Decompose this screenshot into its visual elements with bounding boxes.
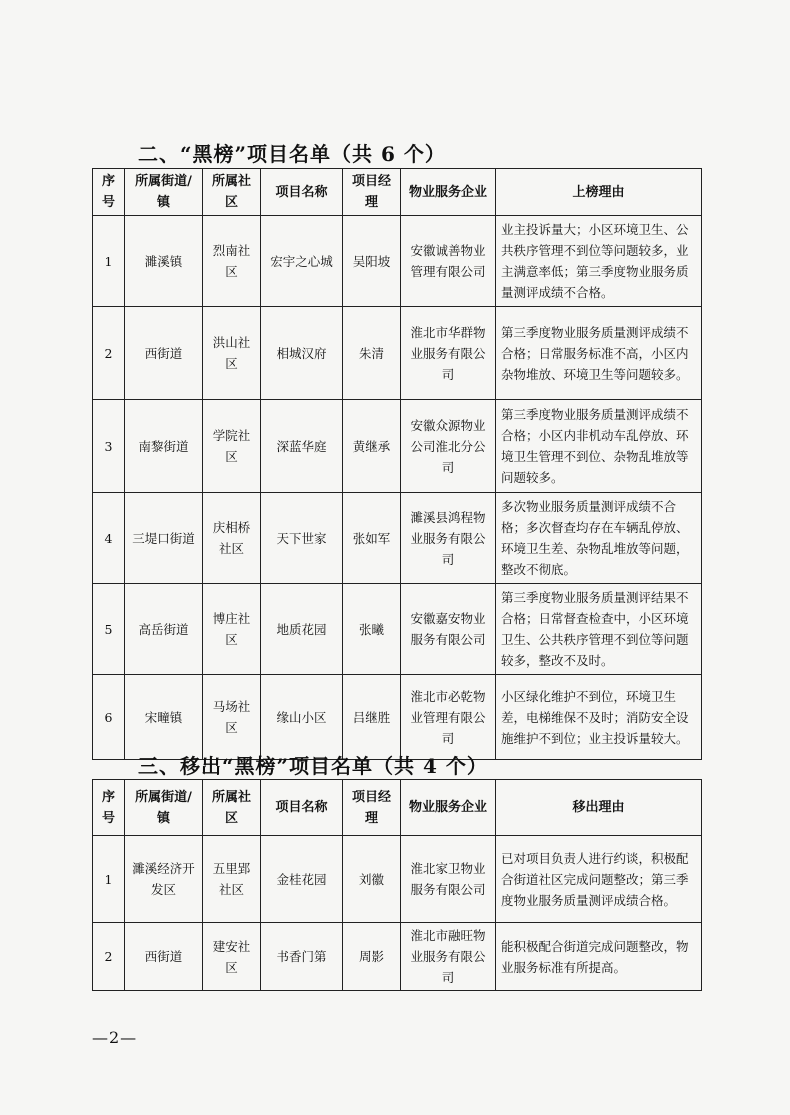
cell-community: 建安社区 — [203, 923, 261, 991]
cell-company: 淮北家卫物业服务有限公司 — [401, 836, 496, 923]
section-2-title: 二、“黑榜”项目名单（共 6 个） — [138, 142, 446, 166]
header-no: 序号 — [93, 169, 125, 216]
table-row — [93, 493, 702, 584]
table-header-row — [93, 169, 702, 216]
cell-no: 1 — [93, 836, 125, 923]
cell-reason: 能积极配合街道完成问题整改，物业服务标准有所提高。 — [496, 923, 702, 991]
cell-community: 博庄社区 — [203, 584, 261, 675]
removed-list-table — [92, 779, 702, 991]
cell-reason: 业主投诉量大；小区环境卫生、公共秩序管理不到位等问题较多，业主满意率低；第三季度物业服务质量测评成绩不合格。 — [496, 216, 702, 307]
cell-street: 高岳街道 — [125, 584, 203, 675]
header-company: 物业服务企业 — [401, 780, 496, 836]
cell-community: 马场社区 — [203, 675, 261, 760]
table-row — [93, 923, 702, 991]
cell-community: 学院社区 — [203, 400, 261, 493]
table-row — [93, 836, 702, 923]
header-manager: 项目经理 — [343, 169, 401, 216]
cell-street: 濉溪经济开发区 — [125, 836, 203, 923]
cell-reason: 小区绿化维护不到位，环境卫生差，电梯维保不及时；消防安全设施维护不到位；业主投诉量较大。 — [496, 675, 702, 760]
header-street: 所属街道/镇 — [125, 169, 203, 216]
blacklist-table — [92, 168, 702, 760]
cell-manager: 吴阳坡 — [343, 216, 401, 307]
cell-no: 5 — [93, 584, 125, 675]
cell-street: 南黎街道 — [125, 400, 203, 493]
cell-community: 五里郢社区 — [203, 836, 261, 923]
cell-reason: 第三季度物业服务质量测评成绩不合格；小区内非机动车乱停放、环境卫生管理不到位、杂物乱堆放等问题较多。 — [496, 400, 702, 493]
cell-street: 宋疃镇 — [125, 675, 203, 760]
cell-street: 西街道 — [125, 307, 203, 400]
page-number: —2— — [92, 1028, 138, 1047]
cell-street: 三堤口街道 — [125, 493, 203, 584]
header-company: 物业服务企业 — [401, 169, 496, 216]
cell-community: 庆相桥社区 — [203, 493, 261, 584]
cell-street: 西街道 — [125, 923, 203, 991]
cell-no: 4 — [93, 493, 125, 584]
section-3-title: 三、移出“黑榜”项目名单（共 4 个） — [138, 754, 488, 778]
header-street: 所属街道/镇 — [125, 780, 203, 836]
cell-company: 淮北市必乾物业管理有限公司 — [401, 675, 496, 760]
cell-project: 缘山小区 — [261, 675, 343, 760]
table-row — [93, 307, 702, 400]
header-project: 项目名称 — [261, 780, 343, 836]
cell-manager: 周影 — [343, 923, 401, 991]
cell-manager: 刘徽 — [343, 836, 401, 923]
table-row — [93, 400, 702, 493]
cell-manager: 朱清 — [343, 307, 401, 400]
cell-manager: 张如军 — [343, 493, 401, 584]
cell-project: 相城汉府 — [261, 307, 343, 400]
cell-community: 洪山社区 — [203, 307, 261, 400]
cell-no: 3 — [93, 400, 125, 493]
header-community: 所属社区 — [203, 780, 261, 836]
cell-project: 金桂花园 — [261, 836, 343, 923]
cell-no: 2 — [93, 923, 125, 991]
header-project: 项目名称 — [261, 169, 343, 216]
cell-street: 濉溪镇 — [125, 216, 203, 307]
cell-manager: 黄继承 — [343, 400, 401, 493]
cell-project: 天下世家 — [261, 493, 343, 584]
table-row — [93, 216, 702, 307]
cell-no: 2 — [93, 307, 125, 400]
header-reason: 移出理由 — [496, 780, 702, 836]
table-row — [93, 584, 702, 675]
cell-no: 6 — [93, 675, 125, 760]
table-row — [93, 675, 702, 760]
cell-project: 书香门第 — [261, 923, 343, 991]
header-manager: 项目经理 — [343, 780, 401, 836]
cell-company: 淮北市华群物业服务有限公司 — [401, 307, 496, 400]
cell-community: 烈南社区 — [203, 216, 261, 307]
cell-reason: 第三季度物业服务质量测评结果不合格；日常督查检查中，小区环境卫生、公共秩序管理不到位等问题较多，整改不及时。 — [496, 584, 702, 675]
cell-reason: 已对项目负责人进行约谈，积极配合街道社区完成问题整改；第三季度物业服务质量测评成绩合格。 — [496, 836, 702, 923]
cell-project: 宏宇之心城 — [261, 216, 343, 307]
cell-manager: 吕继胜 — [343, 675, 401, 760]
cell-company: 安徽嘉安物业服务有限公司 — [401, 584, 496, 675]
cell-company: 濉溪县鸿程物业服务有限公司 — [401, 493, 496, 584]
cell-reason: 多次物业服务质量测评成绩不合格；多次督查均存在车辆乱停放、环境卫生差、杂物乱堆放等问题，整改不彻底。 — [496, 493, 702, 584]
cell-manager: 张曦 — [343, 584, 401, 675]
cell-reason: 第三季度物业服务质量测评成绩不合格；日常服务标准不高，小区内杂物堆放、环境卫生等问题较多。 — [496, 307, 702, 400]
table-header-row — [93, 780, 702, 836]
header-no: 序号 — [93, 780, 125, 836]
cell-company: 淮北市融旺物业服务有限公司 — [401, 923, 496, 991]
cell-project: 地质花园 — [261, 584, 343, 675]
cell-company: 安徽众源物业公司淮北分公司 — [401, 400, 496, 493]
cell-no: 1 — [93, 216, 125, 307]
cell-project: 深蓝华庭 — [261, 400, 343, 493]
cell-company: 安徽诚善物业管理有限公司 — [401, 216, 496, 307]
header-community: 所属社区 — [203, 169, 261, 216]
header-reason: 上榜理由 — [496, 169, 702, 216]
